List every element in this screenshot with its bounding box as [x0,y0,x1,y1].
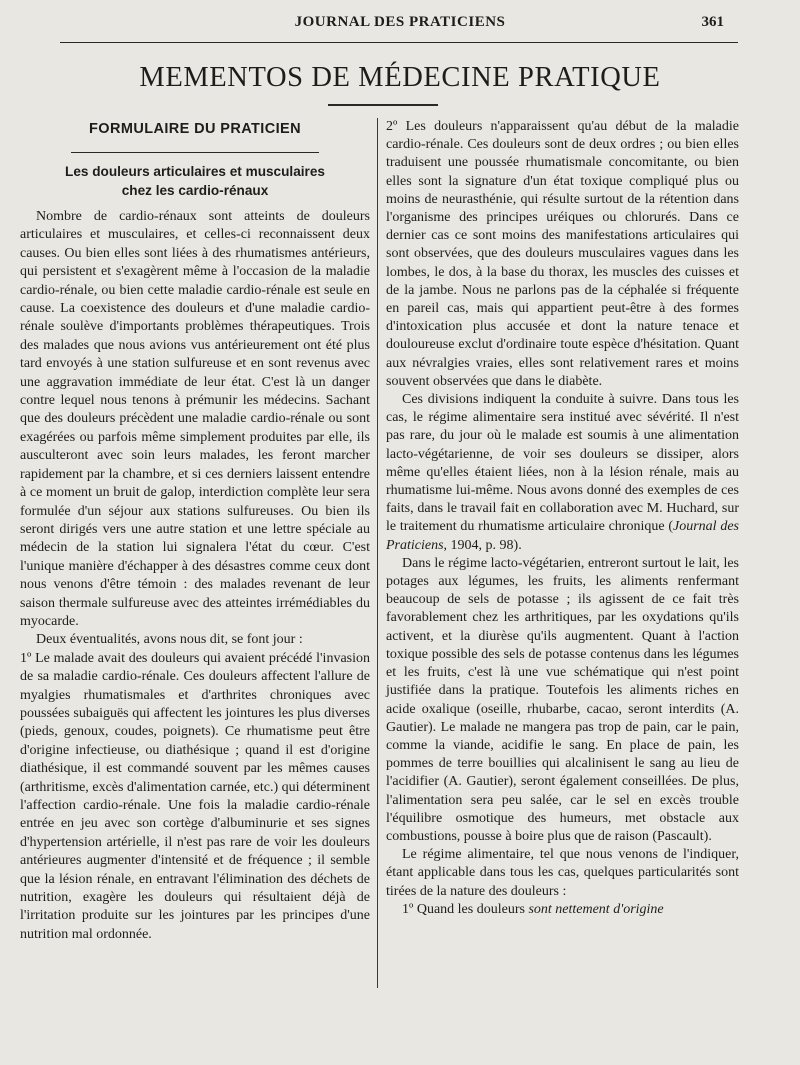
paragraph-text: , 1904, p. 98). [443,537,522,553]
paragraph: 1º Le malade avait des douleurs qui avaient précédé l'invasion de sa maladie cardio-rénale. Ces douleurs affectent l'allure de myalgies rhumatismales et d'arthrites chroniques avec poussées subaiguës qui affectent les jointures les plus diverses (pieds, genoux, coudes, poignets). Ce rhumatisme peut être d'origine infectieuse, ou diathésique ; quand il est d'origine diathésique, il est commandé souvent par les mêmes causes (arthritisme, excès d'alimentation carnée, etc.) qui déterminent l'affection cardio-rénale. Une fois la maladie cardio-rénale entrée en jeu avec son cortège d'albuminurie et ses signes d'hypertension artérielle, il n'est pas rare de voir les douleurs antérieures augmenter d'intensité et de fréquence ; il semble que la lésion rénale, en entravant l'élimination des déchets de nutrition, exagère les douleurs qui résultaient déjà de l'irritation produite sur les jointures par les principes d'une nutrition mal ordonnée. [20,650,370,942]
section-heading: FORMULAIRE DU PRATICIEN [89,121,301,137]
header-rule [60,42,738,43]
page-number: 361 [701,14,724,30]
article-title-line-2: chez les cardio-rénaux [121,183,269,198]
main-title: MEMENTOS DE MÉDECINE PRATIQUE [139,62,661,93]
paragraph [386,391,739,555]
paragraph-text: 1º Quand les douleurs [402,901,529,917]
column-divider [377,118,378,988]
article-title-line-1: Les douleurs articulaires et musculaires [65,164,325,179]
paragraph: Nombre de cardio-rénaux sont atteints de douleurs articulaires et musculaires, et celles-ci reconnaissent deux causes. Ou bien elles sont liées à des rhumatismes antérieurs, qui persistent et s'exagèrent même à l'occasion de la maladie cardio-rénale, ou bien cette maladie cardio-rénale est seule en cause. La coexistence des douleurs et d'une maladie cardio-rénale soulève d'importants problèmes thérapeutiques. Trois des malades que nous avions vus antérieurement ont été plus tard envoyés à une station sulfureuse et en sont revenus avec une aggravation immédiate de leur état. C'est là un danger contre lequel nous tenons à prémunir les médecins. Sachant que des douleurs précèdent une maladie cardio-rénale ou sont exagérées ou parfois même simplement produites par elle, ils ausculteront avec soin leurs malades, les feront marcher rapidement par la chambre, et si ces derniers laissent entendre à ce moment un bruit de galop, interdiction complète leur sera formulée d'un séjour aux stations sulfureuses. Ou bien ils seront dirigés vers une autre station et une lettre spéciale au médecin de la station lui signalera l'état du cœur. C'est l'unique manière d'échapper à des désastres comme ceux dont nous venons d'être témoin : des malades revenant de leur saison thermale sulfureuse avec des atteintes irrémédiables du myocarde. [20,209,370,629]
emphasized-text: sont nettement d'origine [528,901,664,917]
paragraph-text: Ces divisions indiquent la conduite à suivre. Dans tous les cas, le régime alimentaire sera institué avec sévérité. Il n'est pas rare, du jour où le malade est soumis à une alimentation lacto-végétarienne, de voir ses douleurs se dissiper, alors même qu'elles étaient liées, non à la lésion rénale, mais au rhumatisme lui-même. Nous avons donné des exemples de ces faits, dans le travail fait en collaboration avec M. Huchard, sur le traitement du rhumatisme articulaire chronique ( [386,392,739,535]
right-column [386,118,739,919]
journal-title: JOURNAL DES PRATICIENS [294,14,506,30]
paragraph: Deux éventualités, avons nous dit, se font jour : [36,632,303,648]
paragraph: Le régime alimentaire, tel que nous venons de l'indiquer, étant applicable dans tous les cas, quelques particularités sont tirées de la nature des douleurs : [386,847,739,899]
paragraph: Dans le régime lacto-végétarien, entreront surtout le lait, les potages aux légumes, les fruits, les aliments renfermant beaucoup de sels de potasse ; ils agissent de ce fait très favorablement chez les arthritiques, par les oxydations qu'ils activent, et la diurèse qu'ils augmentent. Quant à l'action toxique possible des sels de potasse contenus dans les légumes et les fruits, c'est là une vue schématique qui n'est point justifiée dans la pratique. Toutefois les aliments riches en acide oxalique (oseille, rhubarbe, cacao, seront interdits (A. Gautier). Le malade ne mangera pas trop de pain, car le pain, comme la viande, acidifie le sang. En place de pain, les pommes de terre bouillies qui alcalinisent le sang au lieu de l'acidifier (A. Gautier), seront également conseillées. De plus, l'alimentation sera peu salée, car le sel en excès trouble l'équilibre osmotique des humeurs, met obstacle aux combustions, pousse à boire plus que de raison (Pascault). [386,555,739,844]
journal-citation: Journal des Praticiens [386,519,739,553]
running-head [0,10,800,36]
paragraph: 2º Les douleurs n'apparaissent qu'au début de la maladie cardio-rénale. Ces douleurs sont de deux ordres ; ou bien elles traduisent une poussée rhumatismale concomitante, ou bien elles sont la signature d'un état toxique compliqué plus ou moins de neurasthénie, qui résulte surtout de la rétention dans l'organisme des principes uréiques ou chlorurés. Dans ce dernier cas ce sont moins des manifestations articulaires qui sont observées, que des douleurs musculaires vagues dans les lombes, le dos, à la base du thorax, les muscles des cuisses et de la jambe. Nous ne parlons pas de la céphalée si fréquente en pareil cas, mais qui appartient peut-être à des formes d'intoxication plus accusée et dont la nature tenace et douloureuse exclut d'ordinaire toute espèce d'hésitation. Quant aux névralgies vraies, elles sont relativement rares et moins souvent observées que dans le diabète. [386,119,739,389]
section-rule [71,152,319,153]
article-title [20,162,370,200]
paragraph [386,901,739,919]
title-ornament-rule [328,104,438,106]
left-column [20,118,370,944]
